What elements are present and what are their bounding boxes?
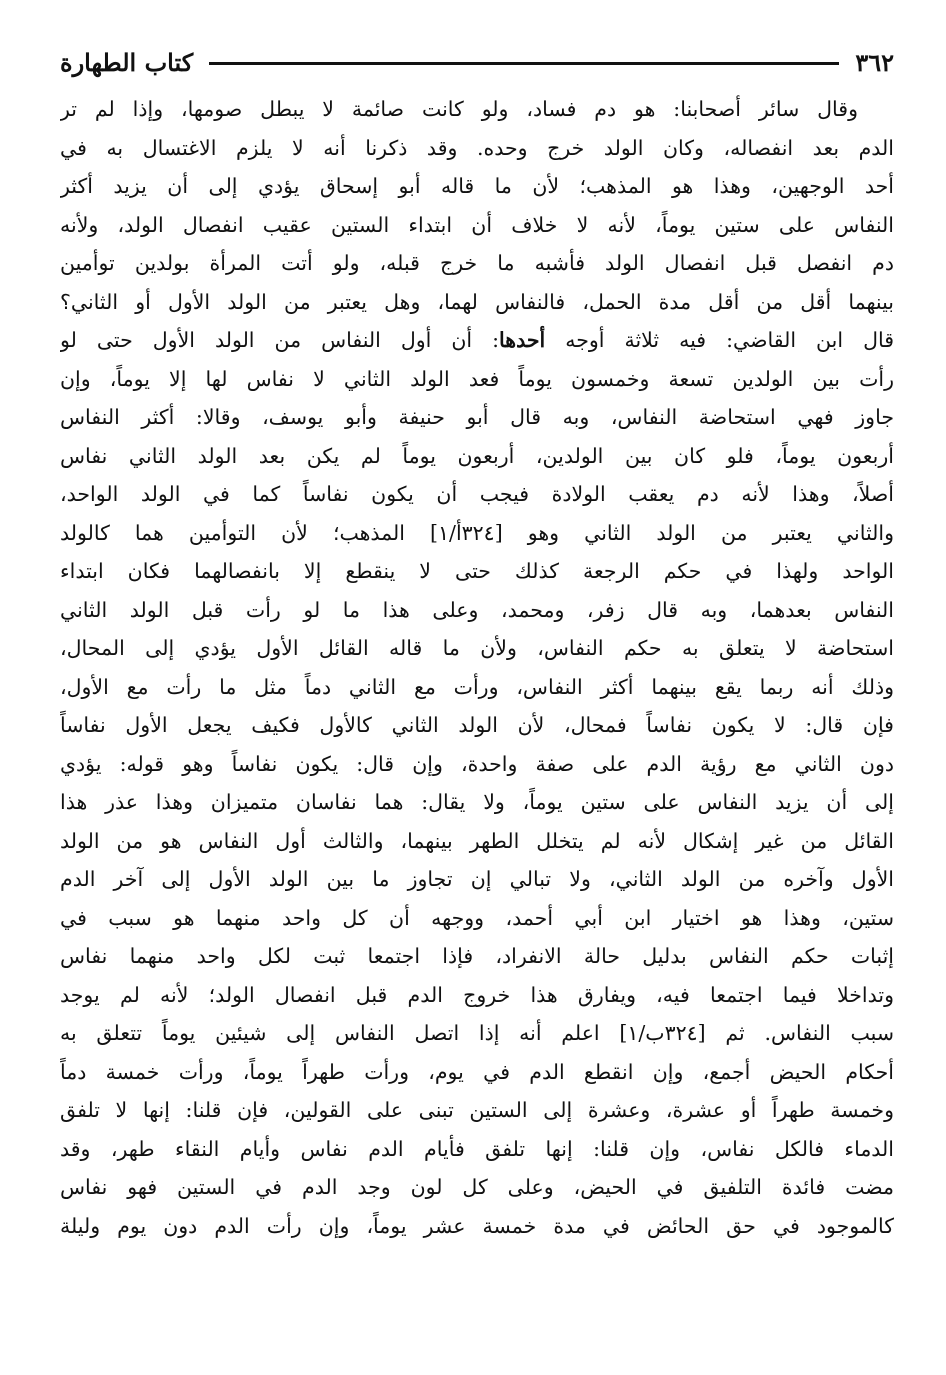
text-line: رأت بين الولدين تسعة وخمسون يوماً فعد الولد الثاني لا نفاس لها إلا يوماً، وإن	[60, 366, 894, 391]
text-line: فإن قال: لا يكون نفاساً فمحال، لأن الولد الثاني كالأول فكيف يجعل الأول نفاساً	[60, 713, 894, 737]
line-text-before: قال ابن القاضي: فيه ثلاثة أوجه	[545, 328, 894, 352]
book-title: كتاب الطهارة	[60, 47, 194, 77]
text-line: أصلاً، وهذا لأنه دم يعقب الولادة فيجب أن يكون نفاساً كما في الولد الواحد،	[60, 482, 894, 506]
page-number: ٣٦٢	[855, 47, 894, 77]
body-text	[60, 90, 894, 1245]
text-line: أحكام الحيض أجمع، وإن انقطع الدم في يوم، ورأت طهراً يوماً، ورأت خمسة دماً	[60, 1059, 894, 1084]
text-line: إلى أن يزيد النفاس على ستين يوماً، ولا يقال: هما نفاسان متميزان وهذا عذر هذا	[60, 790, 894, 814]
text-line-with-emphasis	[60, 321, 894, 360]
text-line: جاوز فهي استحاضة النفاس، وبه قال أبو حنيفة وأبو يوسف، وقالا: أكثر النفاس	[60, 405, 894, 429]
text-line: الدماء فالكل نفاس، وإن قلنا: إنها تلفق فأيام الدم نفاس وأيام النقاء طهر، وقد	[60, 1136, 894, 1161]
text-line: ستين، وهذا هو اختيار ابن أبي أحمد، ووجهه أن كل واحد منهما هو سبب في	[60, 905, 894, 930]
text-line: والثاني يعتبر من الولد الثاني وهو [٣٢٤أ/١] المذهب؛ لأن التوأمين هما كالولد	[60, 520, 894, 545]
text-line: النفاس بعدهما، وبه قال زفر، ومحمد، وعلى هذا ما لو رأت قبل الولد الثاني	[60, 597, 894, 622]
text-line: الواحد ولهذا في حكم الرجعة كذلك حتى لا ينقطع إلا بانفصالهما فكان ابتداء	[60, 559, 894, 583]
text-line: دم انفصل قبل انفصال الولد فأشبه ما خرج قبله، ولو أتت المرأة بولدين توأمين	[60, 251, 894, 275]
text-line: إثبات حكم النفاس بدليل حالة الانفراد، فإذا اجتمعا ثبت لكل واحد منهما نفاس	[60, 944, 894, 968]
text-line: سبب النفاس. ثم [٣٢٤ب/١] اعلم أنه إذا اتصل النفاس إلى شيئين يوماً تتعلق به	[60, 1021, 894, 1045]
book-page	[60, 40, 894, 1340]
text-line: وخمسة طهراً أو عشرة، وعشرة إلى الستين تبنى على القولين، فإن قلنا: إنها لا تلفق	[60, 1098, 894, 1122]
text-line: وقال سائر أصحابنا: هو دم فساد، ولو كانت صائمة لا يبطل صومها، وإذا لم تر	[60, 97, 858, 121]
text-line: مضت فائدة التلفيق في الحيض، وعلى كل لون وجد الدم في الستين فهو نفاس	[60, 1175, 894, 1199]
text-line: وذلك أنه ربما يقع بينهما أكثر النفاس، ورأت مع الثاني دماً مثل ما رأت مع الأول،	[60, 674, 894, 699]
text-line: النفاس على ستين يوماً، لأنه لا خلاف أن ابتداء الستين عقيب انفصال الولد، ولأنه	[60, 212, 894, 237]
text-line: بينهما أقل من أقل مدة الحمل، فالنفاس لهما، وهل يعتبر من الولد الأول أو الثاني؟	[60, 289, 894, 314]
text-line: دون الثاني مع رؤية الدم على صفة واحدة، وإن قال: يكون نفاساً وهو قوله: يؤدي	[60, 751, 894, 776]
header-rule	[209, 62, 839, 65]
text-line: وتداخلا فيما اجتمعا فيه، ويفارق هذا خروج الدم قبل انفصال الولد؛ لأنه لم يوجد	[60, 982, 894, 1007]
text-line: أربعون يوماً، فلو كان بين الولدين، أربعون يوماً لم يكن بعد الولد الثاني نفاس	[60, 443, 894, 468]
text-line: القائل من غير إشكال لأنه لم يتخلل الطهر بينهما، والثالث أول النفاس هو من الولد	[60, 828, 894, 853]
text-line: كالموجود في حق الحائض في مدة خمسة عشر يوماً، وإن رأت الدم دون يوم وليلة	[60, 1213, 894, 1238]
text-line: الأول وآخره من الولد الثاني، ولا تبالي إن تجاوز ما بين الولد الأول إلى آخر الدم	[60, 867, 894, 891]
emphasis-word: أحدها	[499, 328, 546, 352]
text-line: أحد الوجهين، وهذا هو المذهب؛ لأن ما قاله أبو إسحاق يؤدي إلى أن يزيد أكثر	[60, 174, 894, 198]
text-line: الدم بعد انفصاله، وكان الولد خرج وحده. وقد ذكرنا أنه لا يلزم الاغتسال به في	[60, 135, 894, 160]
page-header	[60, 40, 894, 84]
line-text-after: : أن أول النفاس من الولد الأول حتى لو	[60, 328, 500, 352]
text-line: استحاضة لا يتعلق به حكم النفاس، ولأن ما قاله القائل الأول يؤدي إلى المحال،	[60, 636, 894, 660]
